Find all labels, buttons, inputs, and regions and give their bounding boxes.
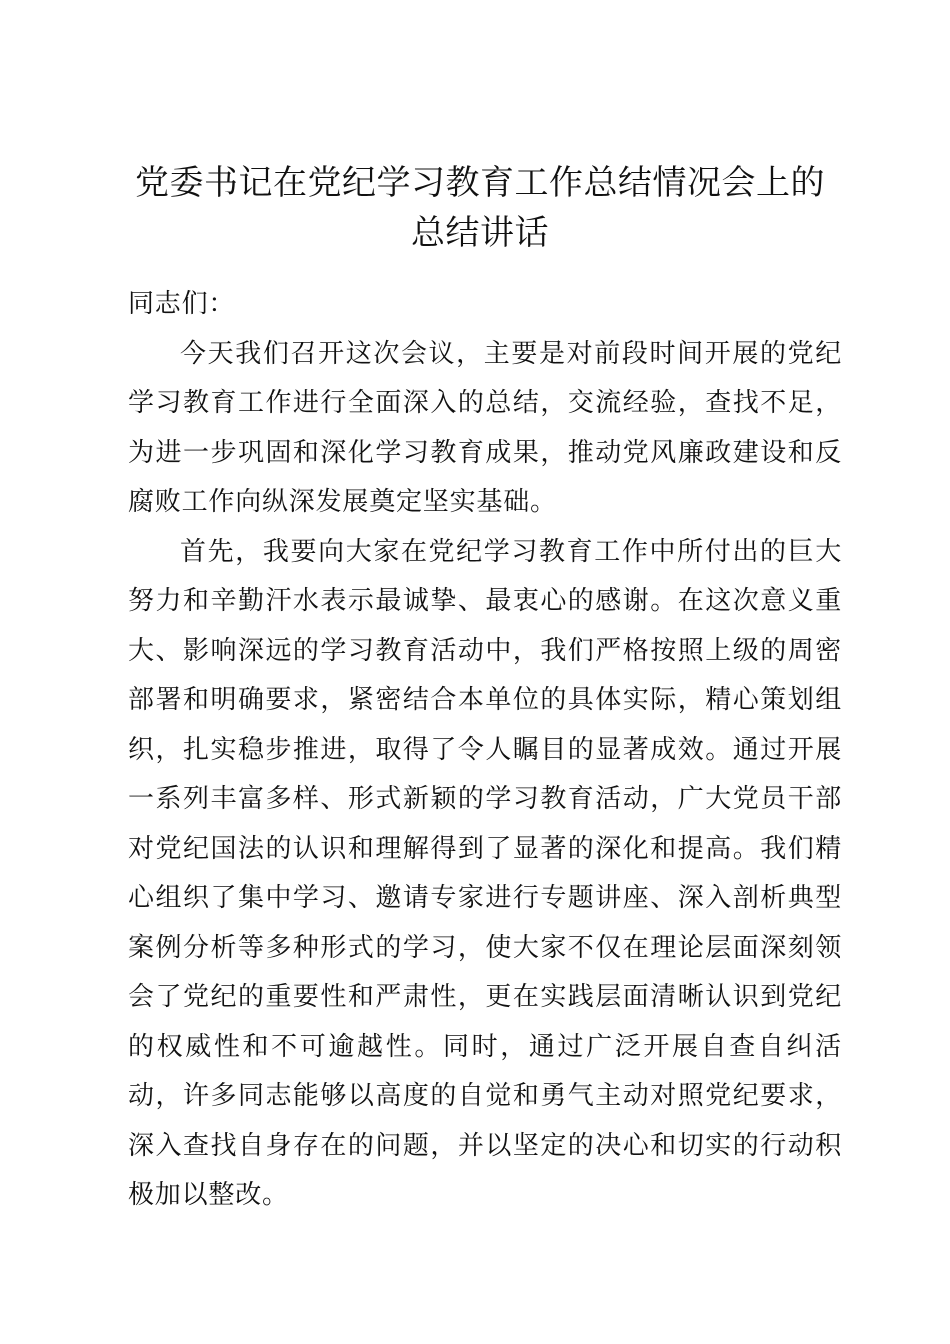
body-paragraph-1: 今天我们召开这次会议，主要是对前段时间开展的党纪学习教育工作进行全面深入的总结，交流经验，查找不足，为进一步巩固和深化学习教育成果，推动党风廉政建设和反腐败工作向纵深发展奠定坚实基础。 bbox=[128, 338, 842, 517]
document-body bbox=[128, 280, 842, 1221]
salutation: 同志们： bbox=[128, 289, 236, 319]
body-paragraph-2: 首先，我要向大家在党纪学习教育工作中所付出的巨大努力和辛勤汗水表示最诚挚、最衷心的感谢。在这次意义重大、影响深远的学习教育活动中，我们严格按照上级的周密部署和明确要求，紧密结合本单位的具体实际，精心策划组织，扎实稳步推进，取得了令人瞩目的显著成效。通过开展一系列丰富多样、形式新颖的学习教育活动，广大党员干部对党纪国法的认识和理解得到了显著的深化和提高。我们精心组织了集中学习、邀请专家进行专题讲座、深入剖析典型案例分析等多种形式的学习，使大家不仅在理论层面深刻领会了党纪的重要性和严肃性，更在实践层面清晰认识到党纪的权威性和不可逾越性。同时，通过广泛开展自查自纠活动，许多同志能够以高度的自觉和勇气主动对照党纪要求，深入查找自身存在的问题，并以坚定的决心和切实的行动积极加以整改。 bbox=[128, 536, 842, 1210]
document-title: 党委书记在党纪学习教育工作总结情况会上的总结讲话 bbox=[135, 163, 825, 253]
